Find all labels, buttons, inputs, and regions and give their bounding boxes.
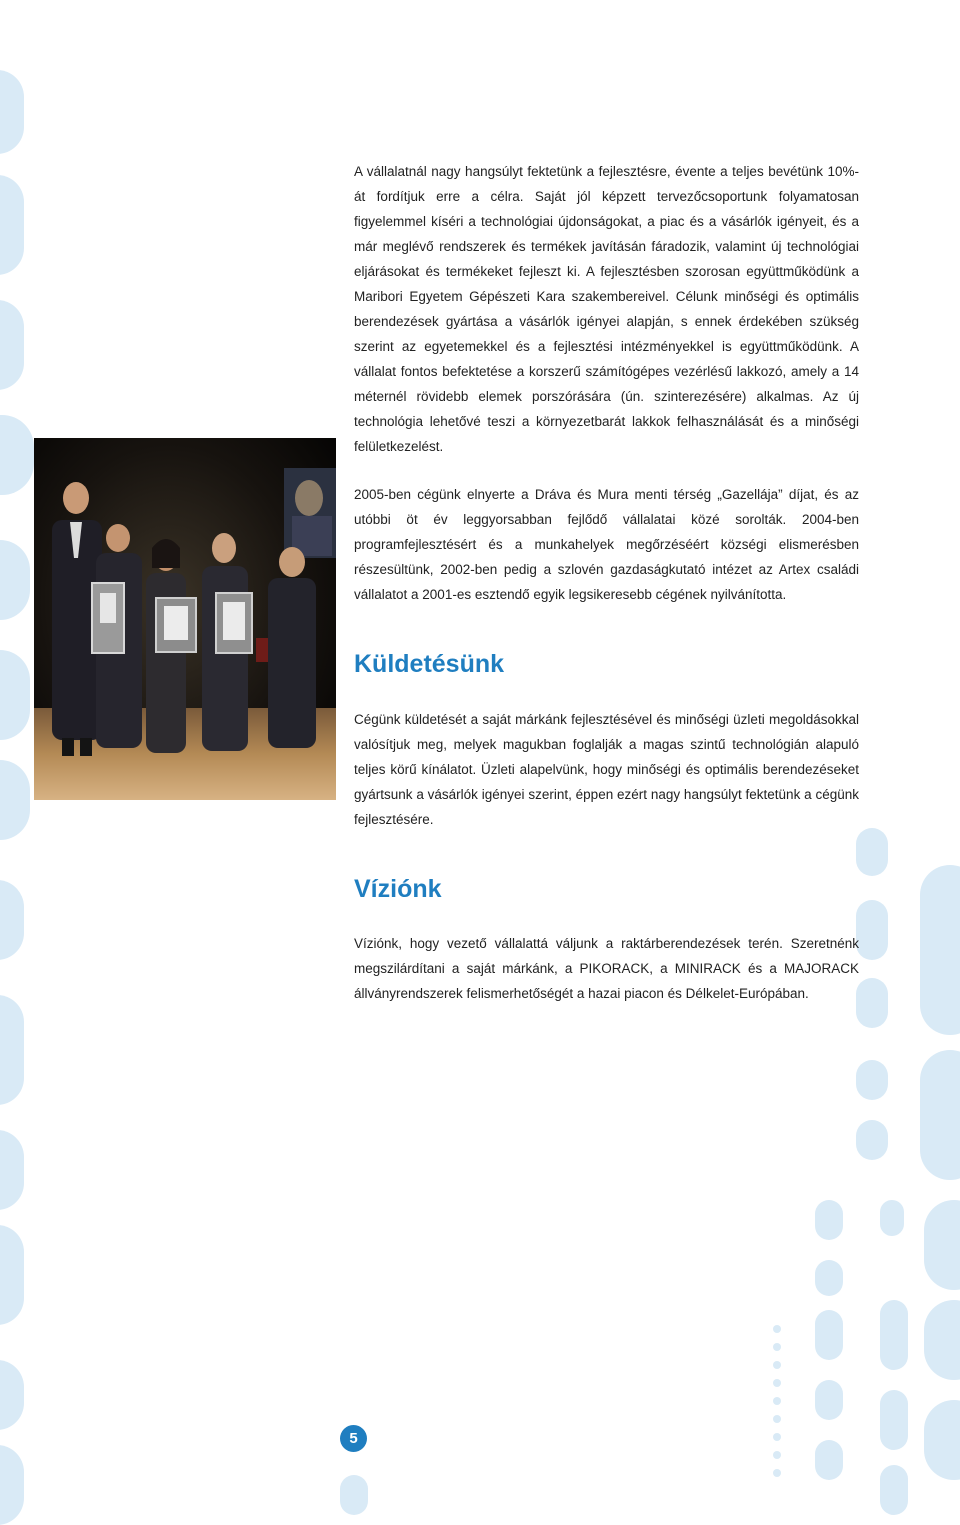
vision-paragraph: Víziónk, hogy vezető vállalattá váljunk a raktárberendezések terén. Szeretnénk megszilárdítani a saját márkánk, a PIKORACK, a MINIRACK és a MAJORACK állványrendszerek felismerhetőségét a hazai piacon és Délkelet-Európában.: [354, 936, 859, 1001]
page-number: 5: [340, 1425, 367, 1452]
awards-paragraph: 2005-ben cégünk elnyerte a Dráva és Mura menti térség „Gazellája” díjat, és az utóbbi öt év leggyorsabban fejlődő vállalatai közé sorolták. 2004-ben programfejlesztésért és a munkahelyek megőrzéséért községi elismerésben részesültünk, 2002-ben pedig a szlovén gazdaságkutató intézet az Artex családi vállalatot a 2001-es esztendő egyik legsikeresebb cégének nyilvánította.: [354, 487, 859, 602]
mission-heading: Küldetésünk: [354, 650, 505, 678]
mission-paragraph: Cégünk küldetését a saját márkánk fejlesztésével és minőségi üzleti megoldásokkal valósítjuk meg, melyek magukban foglalják a magas szintű technológián alapuló teljes körű kínálatot. Üzleti alapelvünk, hogy minőségi és optimális berendezéseket gyártsunk a vásárlók igényei szerint, éppen ezért nagy hangsúlyt fektetünk a cégünk fejlesztésére.: [354, 712, 859, 827]
award-ceremony-photo: [34, 438, 336, 800]
intro-paragraph: A vállalatnál nagy hangsúlyt fektetünk a fejlesztésre, évente a teljes bevétünk 10%-át fordítjuk erre a célra. Saját jól képzett tervezőcsoportunk folyamatosan figyelemmel kíséri a technológiai újdonságokat, a piac és a vásárlók igényeit, és a már meglévő rendszerek és termékek javításán fáradozik, valamint új technológiai eljárásokat és termékeket fejleszt ki. A fejlesztésben szorosan együttműködünk a Maribori Egyetem Gépészeti Kara szakembereivel. Célunk minőségi és optimális berendezések gyártása a vásárlók igényei alapján, s ennek érdekében szükség szerint az egyetemekkel és a fejlesztési intézményekkel is együttműködünk. A vállalat fontos befektetése a korszerű számítógépes vezérlésű lakkozó, amely a 14 méternél rövidebb elemek porszórására (ún. szinterezésére) alkalmas. Az új technológia lehetővé teszi a környezetbarát lakkok felhasználását és a minőségi felületkezelést.: [354, 164, 859, 454]
vision-heading: Víziónk: [354, 875, 442, 903]
